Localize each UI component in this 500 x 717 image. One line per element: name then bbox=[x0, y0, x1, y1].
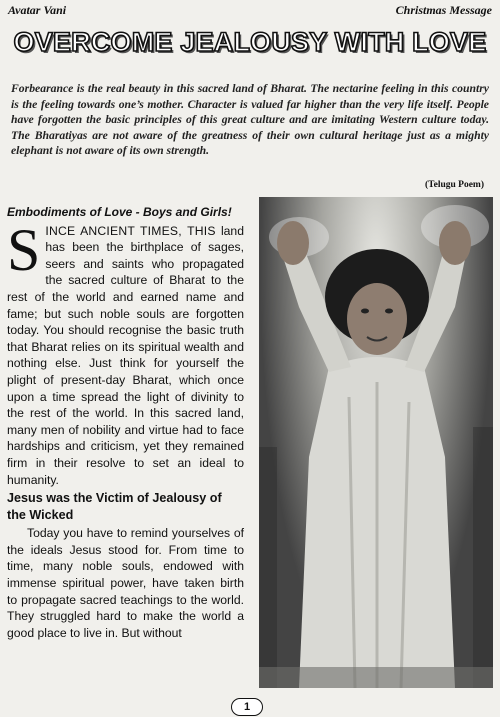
section-subheading: Jesus was the Victim of Jealousy of the Wicked bbox=[7, 491, 222, 522]
header-left: Avatar Vani bbox=[8, 3, 67, 17]
paragraph-2: Today you have to remind yourselves of the ideals Jesus stood for. From time to time, many noble souls, endowed with immense spiritual power, have taken birth to propagate sacred teachings to the world. They struggled hard to make the world a good place to live in. But without bbox=[7, 526, 244, 640]
paragraph-1-text: land has been the birthplace of sages, seers and saints who propagated the sacred culture of Bharat to the rest of the world and earned name and fame; but such noble souls are forgotten today. You should recognise the basic truth that Bharat relies on its spiritual wealth and nothing else. Just think for yourself the plight of present-day Bharat, which once upon a time spread the light of divinity to the rest of the world. In this sacred land, many men of nobility and virtue had to face hardships and criticism, yet they remained firm in their resolve to set an ideal to humanity. bbox=[7, 223, 244, 487]
salutation: Embodiments of Love - Boys and Girls! bbox=[7, 205, 232, 219]
running-header bbox=[8, 3, 492, 18]
intro-poem: Forbearance is the real beauty in this sacred land of Bharat. The nectarine feeling in this country is the feeling towards one’s mother. Character is valued far higher than the very life itself. People have forgotten the basic principles of this great culture and are imitating Western culture today. The Bharatiyas are not aware of the greatness of their own cultural heritage just as a mighty elephant is not aware of its own strength. bbox=[11, 82, 489, 158]
photo-figure-blessing bbox=[259, 197, 493, 688]
article-body bbox=[7, 204, 244, 641]
drop-cap: S bbox=[7, 216, 41, 283]
lead-caps: INCE ANCIENT TIMES, THIS bbox=[45, 223, 216, 238]
page-number: 1 bbox=[231, 698, 263, 716]
page-title: OVERCOME JEALOUSY WITH LOVE bbox=[13, 27, 487, 57]
paragraph-1 bbox=[7, 216, 244, 489]
poem-source: (Telugu Poem) bbox=[424, 180, 484, 190]
header-right: Christmas Message bbox=[395, 3, 492, 17]
